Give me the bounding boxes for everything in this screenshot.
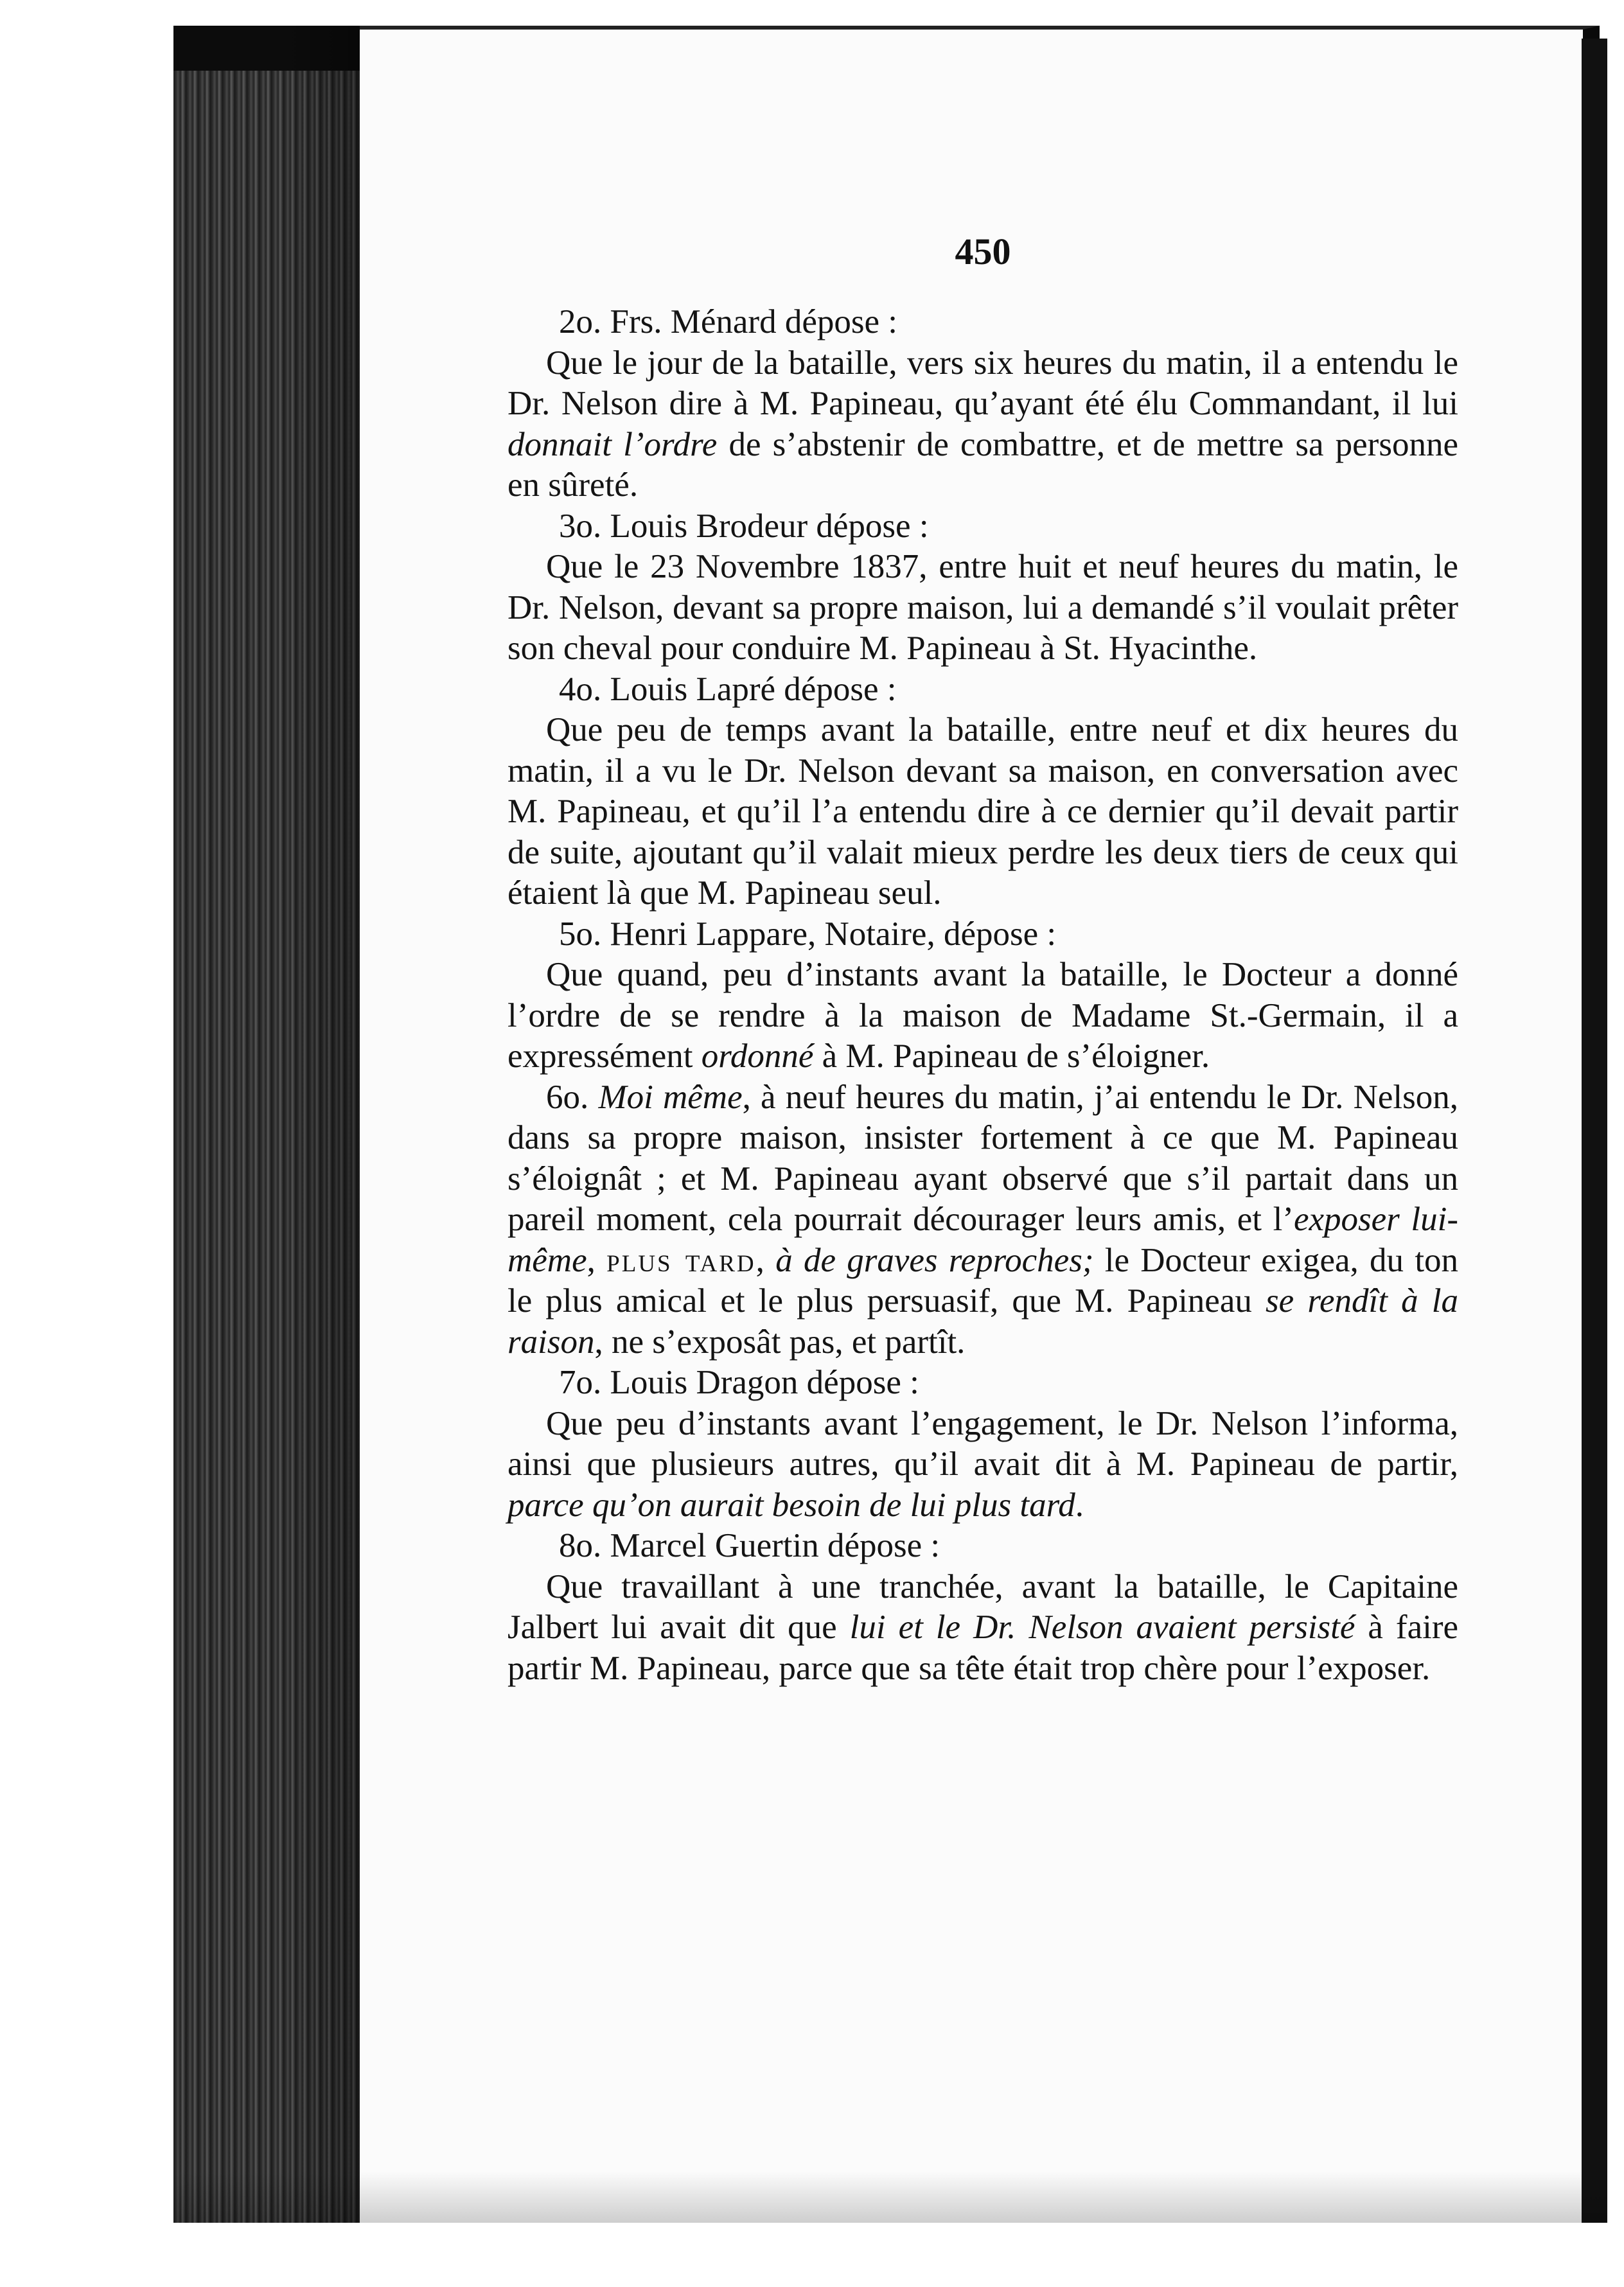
body-text: Que peu d’instants avant l’engagement, le Dr. Nelson l’informa, ainsi que plusieurs autres, qu’il avait dit à M. Papineau de partir, (508, 1404, 1458, 1483)
emphasis-text: à de graves reproches; (775, 1241, 1094, 1279)
deponent-name: Louis Brodeur dépose : (601, 507, 929, 545)
page-text (508, 302, 1458, 1689)
emphasis-text: se rendît à la raison (508, 1282, 1458, 1361)
body-text: Que travaillant à une tranchée, avant la bataille, le Capitaine Jalbert lui avait dit que (508, 1567, 1458, 1646)
deposition-heading (508, 506, 1458, 547)
deposition-number: 8o. (559, 1527, 602, 1564)
page-outer-edge (1582, 39, 1607, 2223)
deposition-number: 2o. (559, 303, 602, 340)
testimony-paragraph (508, 343, 1458, 506)
deponent-name: Marcel Guertin dépose : (601, 1527, 940, 1564)
body-text: 6o. (546, 1078, 599, 1116)
deposition-heading (508, 1363, 1458, 1404)
deposition-number: 3o. (559, 507, 602, 545)
deposition-number: 4o. (559, 670, 602, 708)
deponent-name: Louis Lapré dépose : (601, 670, 897, 708)
testimony-paragraph (508, 955, 1458, 1077)
testimony-paragraph (508, 1567, 1458, 1690)
body-text: , ne s’exposât pas, et partît. (594, 1323, 966, 1361)
body-text: à faire partir M. Papineau, parce que sa tête était trop chère pour l’exposer. (508, 1609, 1458, 1687)
body-text: le Docteur exigea, du ton le plus amical et le plus persuasif, que M. Papineau (508, 1241, 1459, 1320)
testimony-paragraph (508, 1077, 1458, 1363)
page-bottom-shadow (173, 2171, 1606, 2223)
deposition-heading (508, 302, 1458, 343)
body-text: Que le jour de la bataille, vers six heures du matin, il a entendu le Dr. Nelson dire à M. Papineau, qu’ayant été élu Commandant, il lui (508, 344, 1458, 422)
body-text: , (587, 1241, 607, 1279)
emphasis-text: donnait l’ordre (508, 425, 718, 463)
body-text: Que peu de temps avant la bataille, entre neuf et dix heures du matin, il a vu le Dr. Nelson devant sa maison, en conversation avec M. Papineau, et qu’il l’a entendu dire à ce dernier qu’il devait partir de suite, ajoutant qu’il valait mieux perdre les deux tiers de ceux qui étaient là que M. Papineau seul. (508, 711, 1458, 912)
small-caps-text: plus tard (606, 1241, 756, 1279)
deponent-name: Frs. Ménard dépose : (601, 303, 897, 340)
body-text: Que le 23 Novembre 1837, entre huit et neuf heures du matin, le Dr. Nelson, devant sa propre maison, lui a demandé s’il voulait prêter son cheval pour conduire M. Papineau à St. Hyacinthe. (508, 548, 1458, 667)
body-text: , à neuf heures du matin, j’ai entendu le Dr. Nelson, dans sa propre maison, insister fortement à ce que M. Papineau s’éloignât ; et M. Papineau ayant observé que s’il partait dans un pareil moment, cela pourrait décourager leurs amis, et l’ (508, 1078, 1458, 1238)
testimony-paragraph (508, 1404, 1458, 1526)
emphasis-text: lui et le Dr. Nelson avaient persisté (849, 1609, 1355, 1646)
body-text: , (755, 1241, 776, 1279)
body-text: de s’abstenir de combattre, et de mettre sa personne en sûreté. (508, 425, 1458, 504)
emphasis-text: Moi même (598, 1078, 743, 1116)
deposition-heading (508, 669, 1458, 711)
body-text: . (1075, 1486, 1084, 1524)
gutter-shadow (283, 26, 360, 2223)
deposition-heading (508, 1526, 1458, 1567)
deposition-number: 5o. (559, 915, 602, 953)
emphasis-text: exposer lui-même (508, 1201, 1458, 1279)
deposition-number: 7o. (559, 1364, 602, 1401)
emphasis-text: parce qu’on aurait besoin de lui plus tard (508, 1486, 1075, 1524)
body-text: Que quand, peu d’instants avant la bataille, le Docteur a donné l’ordre de se rendre à la maison de Madame St.-Germain, il a expressément (508, 956, 1458, 1075)
page-number: 450 (955, 231, 1011, 272)
testimony-paragraph (508, 547, 1458, 669)
testimony-paragraph (508, 710, 1458, 914)
body-text: à M. Papineau de s’éloigner. (813, 1038, 1210, 1075)
deponent-name: Henri Lappare, Notaire, dépose : (601, 915, 1057, 953)
deponent-name: Louis Dragon dépose : (601, 1364, 919, 1401)
emphasis-text: ordonné (701, 1038, 814, 1075)
deposition-heading (508, 914, 1458, 955)
